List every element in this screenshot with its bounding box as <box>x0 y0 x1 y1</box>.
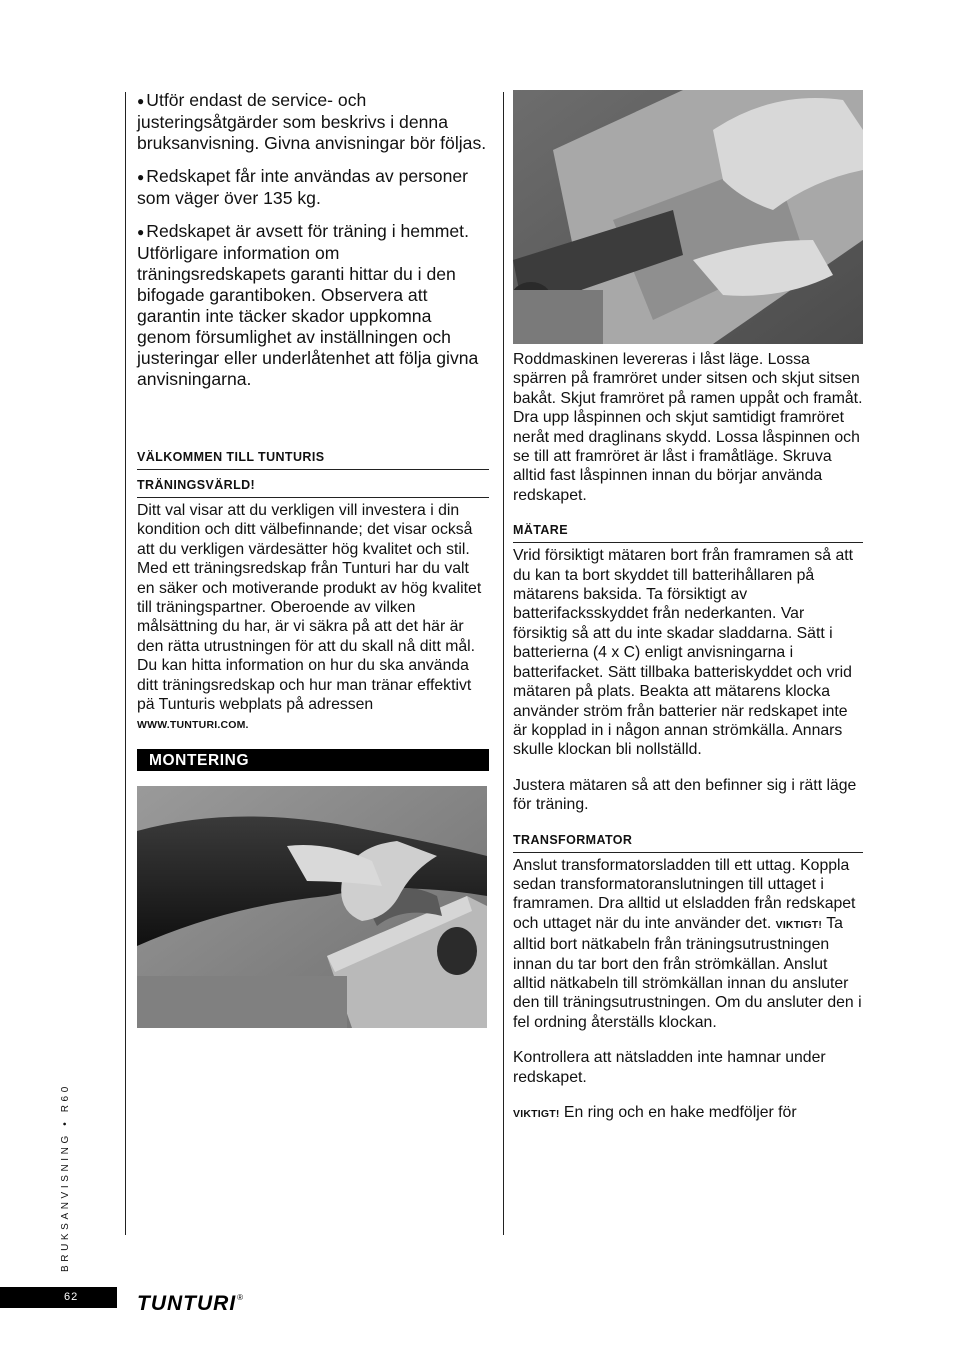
bullet-item: ● Redskapet är avsett för träning i hemmet. Utförligare information om träningsredskapets garanti hittar du i den bifogade garantiboken. Observera att garantin inte täcker skador uppkomna genom försumlighet av inställningen och justeringar eller underlåtenhet att följa givna anvisningarna. <box>137 221 479 389</box>
viktigt-label-2: VIKTIGT! <box>513 1108 560 1120</box>
welcome-heading-line2: TRÄNINGSVÄRLD! <box>137 478 489 498</box>
welcome-heading-line1: VÄLKOMMEN TILL TUNTURIS <box>137 450 489 470</box>
bullet-icon: ● <box>137 94 145 108</box>
registered-mark: ® <box>237 1293 245 1302</box>
left-column-rule <box>125 92 126 1235</box>
photo-caption: Roddmaskinen levereras i låst läge. Lossa spärren på framröret under sitsen och skjut sitsen bakåt. Skjut framröret på ramen uppåt och framåt. Dra upp låspinnen och skjut samtidigt framröret neråt med draglinans skydd. Lossa låspinnen och se till att framröret är låst i framåtläge. Skruva alltid fast låspinnen innan du börjar använda redskapet. <box>513 351 863 504</box>
left-column <box>137 90 489 1028</box>
matare-paragraph: Vrid försiktigt mätaren bort från framramen så att du kan ta bort skyddet till batterihållaren på mätarens baksida. Ta försiktigt av batterifacksskyddet från nederkanten. Var försiktig så att du inte skadar sladdarna. Sätt i batterierna (4 x C) enligt anvisningarna i batterifacket. Sätt tillbaka batteriskyddet och vrid mätaren på plats. Beakta att mätarens klocka använder ström från batterier när redskapet inte är kopplad in i någon annan strömkälla. Annars skulle klockan bli nollställd. <box>513 547 854 759</box>
middle-column-rule <box>503 92 504 1235</box>
transformator-paragraph-2: Kontrollera att nätsladden inte hamnar under redskapet. <box>513 1049 826 1086</box>
transformator-paragraph: Anslut transformatorsladden till ett uttag. Koppla sedan transformatoranslutningen till uttaget i framramen. Dra alltid ut elsladden från redskapet och uttaget när du inte använder det. VIKTIGT! Ta alltid bort nätkabeln från träningsutrustningen innan du tar bort den från strömkällan. Anslut alltid nätkabeln till strömkällan innan du ansluter den till träningsutrustningen. Om du ansluter den i fel ordning återställs klockan. <box>513 856 862 1031</box>
tunturi-logo: TUNTURI® <box>137 1292 245 1315</box>
matare-paragraph-2: Justera mätaren så att den befinner sig i rätt läge för träning. <box>513 776 857 814</box>
welcome-paragraph: Ditt val visar att du verkligen vill investera i din kondition och ditt välbefinnande; det visar också att du verkligen värdesätter hög kvalitet och stil. Med ett träningsredskap från Tunturi har du valt en säker och motiverande produkt av hög kvalitet till träningspartner. Oberoende av vilken målsättning du har, är vi säkra på att det här är den rätta utrustningen för att du skall nå ditt mål. Du kan hitta information on hur du ska använda ditt träningsredskap och hur man tränar effektivt pä Tunturis webplats på adressen WWW.TUNTURI.COM. <box>137 502 482 732</box>
page-number: 62 <box>64 1291 79 1303</box>
last-note: VIKTIGT! En ring och en hake medföljer för <box>513 1104 797 1121</box>
bullet-item: ● Utför endast de service- och justeringsåtgärder som beskrivs i denna bruksanvisning. Givna anvisningar bör följas. <box>137 90 487 153</box>
transformator-heading: TRANSFORMATOR <box>513 833 863 853</box>
bullet-icon: ● <box>137 170 145 184</box>
front-tube-photo <box>513 90 863 344</box>
manual-side-label: BRUKSANVISNING • R60 <box>60 1083 71 1272</box>
bullet-item: ● Redskapet får inte användas av personer som väger över 135 kg. <box>137 166 469 208</box>
montering-section-title: MONTERING <box>137 749 489 771</box>
page-number-box <box>0 1287 117 1308</box>
assembly-photo <box>137 786 487 1028</box>
matare-heading: MÄTARE <box>513 523 863 543</box>
right-column <box>513 90 863 1124</box>
website-link[interactable]: WWW.TUNTURI.COM. <box>137 719 249 732</box>
bullet-icon: ● <box>137 225 145 239</box>
viktigt-label: VIKTIGT! <box>775 918 823 931</box>
